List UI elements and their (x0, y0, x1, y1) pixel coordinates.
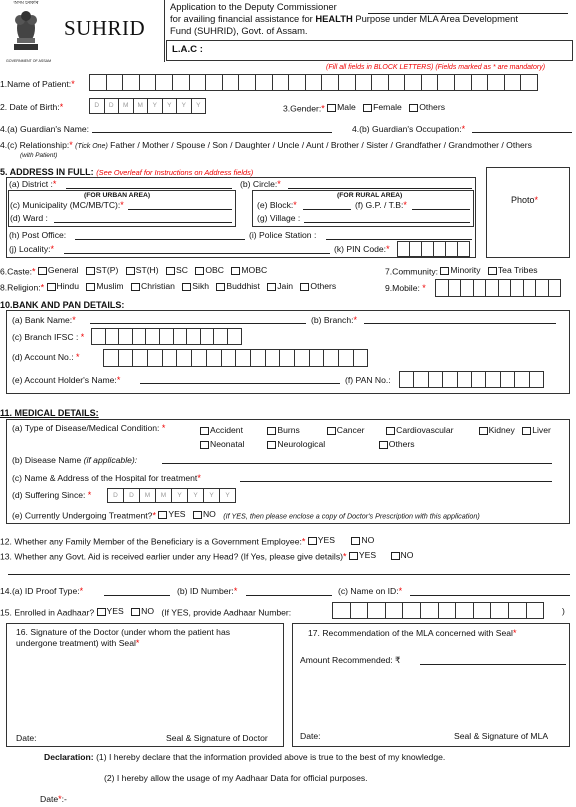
char-box[interactable]: D (123, 488, 140, 503)
aadhaar-number-field[interactable] (333, 602, 544, 619)
ward-label: (d) Ward : (10, 213, 48, 223)
disease-name-field[interactable] (162, 463, 552, 464)
emblem (6, 0, 52, 63)
char-box[interactable] (323, 349, 339, 367)
mobile-label: 9.Mobile: * (385, 283, 426, 293)
char-box[interactable] (118, 349, 134, 367)
char-box[interactable] (173, 328, 188, 345)
guardian-occupation-field[interactable] (472, 132, 572, 133)
char-box[interactable] (460, 279, 474, 297)
post-office-label: (h) Post Office: (9, 230, 67, 240)
ashoka-emblem-icon (6, 6, 46, 54)
char-box[interactable] (350, 602, 369, 619)
pin-field[interactable] (398, 241, 470, 257)
char-box[interactable] (321, 74, 339, 91)
caste-sc[interactable]: SC (166, 265, 188, 276)
community-minority[interactable]: Minority (440, 265, 480, 276)
pan-label: (f) PAN No.: (345, 375, 391, 385)
id-name-label: (c) Name on ID:* (338, 586, 403, 596)
char-box[interactable] (200, 328, 215, 345)
char-box[interactable] (205, 74, 223, 91)
char-box[interactable]: Y (147, 98, 163, 114)
disease-others[interactable]: Others (379, 439, 415, 450)
religion-christian[interactable]: Christian (131, 281, 175, 292)
guardian-occupation-label: 4.(b) Guardian's Occupation:* (352, 124, 466, 134)
municipality-label: (c) Municipality (MC/MB/TC):* (10, 200, 124, 210)
char-box[interactable] (535, 279, 549, 297)
char-box[interactable]: M (139, 488, 156, 503)
current-yes[interactable]: YES (158, 509, 185, 520)
govt-aid-details-field[interactable] (8, 574, 570, 575)
police-station-label: (i) Police Station : (249, 230, 317, 240)
char-box[interactable]: M (118, 98, 134, 114)
ifsc-field[interactable] (92, 328, 242, 345)
char-box[interactable] (523, 279, 537, 297)
emblem-caption-bottom: GOVERNMENT OF ASSAM (6, 59, 52, 63)
char-box[interactable] (176, 349, 192, 367)
char-box[interactable] (189, 74, 207, 91)
current-treatment-group: (e) Currently Undergoing Treatment?* YES NO (If YES, then please enclose a copy of Doctor's Prescription with this application) (12, 509, 480, 521)
scheme-title: SUHRID (64, 16, 146, 40)
char-box[interactable] (338, 74, 356, 91)
char-box[interactable] (272, 74, 290, 91)
char-box[interactable] (437, 74, 455, 91)
circle-field[interactable] (288, 188, 472, 189)
aadhaar-group: 15. Enrolled in Aadhaar? YES NO (If YES, provide Aadhaar Number: (0, 606, 292, 618)
caste-stp[interactable]: ST(P) (86, 265, 118, 276)
char-box[interactable]: Y (191, 98, 207, 114)
govt-aid-no[interactable]: NO (391, 550, 414, 561)
pin-label: (k) PIN Code:* (334, 244, 390, 254)
account-no-label: (d) Account No.: * (12, 352, 80, 362)
urban-heading: (FOR URBAN AREA) (84, 192, 151, 199)
char-box[interactable] (132, 349, 148, 367)
char-box[interactable] (147, 349, 163, 367)
lac-field[interactable]: L.A.C : (172, 44, 203, 55)
govt-employee-no[interactable]: NO (351, 535, 374, 546)
disease-type-label: (a) Type of Disease/Medical Condition: * (12, 423, 166, 433)
id-number-label: (b) ID Number:* (177, 586, 238, 596)
char-box[interactable] (520, 74, 538, 91)
religion-sikh[interactable]: Sikh (182, 281, 209, 292)
char-box[interactable] (288, 74, 306, 91)
char-box[interactable] (105, 328, 120, 345)
char-box[interactable] (404, 74, 422, 91)
char-box[interactable] (457, 241, 470, 257)
photo-label: Photo* (511, 195, 539, 205)
locality-field[interactable] (64, 253, 330, 254)
char-box[interactable] (399, 371, 414, 388)
post-office-field[interactable] (75, 239, 245, 240)
char-box[interactable]: D (104, 98, 120, 114)
char-box[interactable]: D (107, 488, 124, 503)
guardian-name-label: 4.(a) Guardian's Name: (0, 124, 90, 134)
char-box[interactable]: Y (203, 488, 220, 503)
address-title: 5. ADDRESS IN FULL: (See Overleaf for Instructions on Address fields) (0, 167, 254, 177)
char-box[interactable] (103, 349, 119, 367)
dob-field[interactable] (90, 98, 206, 114)
guardian-name-field[interactable] (92, 132, 332, 133)
char-box[interactable] (255, 74, 273, 91)
religion-muslim[interactable]: Muslim (86, 281, 123, 292)
block-label: (e) Block:* (257, 200, 297, 210)
char-box[interactable] (455, 602, 474, 619)
bank-name-field[interactable] (90, 323, 306, 324)
header-text (170, 1, 574, 37)
disease-liver[interactable]: Liver (522, 425, 551, 436)
circle-label: (b) Circle:* (240, 179, 281, 189)
district-field[interactable] (66, 188, 232, 189)
gender-male[interactable]: Male (327, 102, 356, 113)
disease-kidney[interactable]: Kidney (479, 425, 515, 436)
religion-group: 8.Religion:* Hindu Muslim Christian Sikh Buddhist Jain Others (0, 281, 337, 293)
char-box[interactable] (473, 279, 487, 297)
char-box[interactable] (235, 349, 251, 367)
gp-label: (f) G.P. / T.B:* (355, 200, 407, 210)
id-type-label: 14.(a) ID Proof Type:* (0, 586, 84, 596)
caste-sth[interactable]: ST(H) (126, 265, 159, 276)
char-box[interactable] (471, 371, 486, 388)
gender-others[interactable]: Others (409, 102, 445, 113)
char-box[interactable] (250, 349, 266, 367)
mla-seal: Seal & Signature of MLA (454, 731, 549, 741)
patient-name-field[interactable] (90, 74, 538, 91)
doctor-title: 16. Signature of the Doctor (under whom the patient has undergone treatment) with Seal* (16, 627, 231, 648)
current-no[interactable]: NO (193, 509, 216, 520)
aadhaar-yes[interactable]: YES (97, 606, 124, 617)
char-box[interactable] (508, 602, 527, 619)
village-label: (g) Village : (257, 213, 301, 223)
char-box[interactable] (435, 279, 449, 297)
char-box[interactable] (367, 602, 386, 619)
id-name-field[interactable] (410, 595, 570, 596)
block-letters-note: (Fill all fields in BLOCK LETTERS) (Fields marked as * are mandatory) (326, 64, 546, 71)
declaration-line1: Declaration: (1) I hereby declare that the information provided above is true to the best of my knowledge. (44, 752, 446, 762)
religion-hindu[interactable]: Hindu (47, 281, 79, 292)
char-box[interactable] (438, 602, 457, 619)
char-box[interactable]: M (133, 98, 149, 114)
char-box[interactable] (413, 371, 428, 388)
suffering-since-field[interactable] (108, 488, 236, 503)
char-box[interactable]: M (155, 488, 172, 503)
municipality-field[interactable] (128, 209, 232, 210)
char-box[interactable]: Y (219, 488, 236, 503)
char-box[interactable] (504, 74, 522, 91)
char-box[interactable] (485, 371, 500, 388)
disease-burns[interactable]: Burns (267, 425, 319, 436)
govt-aid-yes[interactable]: YES (349, 550, 376, 561)
gender-group: 3.Gender:* Male Female Others (283, 102, 445, 114)
police-station-field[interactable] (326, 239, 472, 240)
char-box[interactable] (529, 371, 544, 388)
char-box[interactable] (159, 328, 174, 345)
char-box[interactable] (420, 602, 439, 619)
rural-heading: (FOR RURAL AREA) (337, 192, 403, 199)
hospital-field[interactable] (240, 481, 552, 482)
religion-others[interactable]: Others (300, 281, 336, 292)
char-box[interactable] (371, 74, 389, 91)
govt-employee-yes[interactable]: YES (308, 535, 335, 546)
photo-box[interactable] (486, 167, 570, 258)
aadhaar-no[interactable]: NO (131, 606, 154, 617)
char-box[interactable] (514, 371, 529, 388)
id-number-field[interactable] (246, 595, 332, 596)
app-line2: for availing financial assistance for HEALTH Purpose under MLA Area Development (170, 13, 518, 24)
char-box[interactable] (448, 279, 462, 297)
char-box[interactable] (238, 74, 256, 91)
char-box[interactable] (222, 74, 240, 91)
char-box[interactable] (454, 74, 472, 91)
char-box[interactable] (206, 349, 222, 367)
community-tea-tribes[interactable]: Tea Tribes (488, 265, 538, 276)
caste-general[interactable]: General (38, 265, 79, 276)
char-box[interactable] (265, 349, 281, 367)
disease-cancer[interactable]: Cancer (327, 425, 379, 436)
ward-field[interactable] (54, 222, 232, 223)
bank-title: 10.BANK AND PAN DETAILS: (0, 300, 125, 310)
app-line3: Fund (SUHRID), Govt. of Assam. (170, 25, 308, 36)
char-box[interactable] (548, 279, 562, 297)
amount-label: Amount Recommended: ₹ (300, 655, 401, 665)
char-box[interactable] (186, 328, 201, 345)
char-box[interactable] (91, 328, 106, 345)
char-box[interactable]: Y (176, 98, 192, 114)
char-box[interactable] (294, 349, 310, 367)
relationship-label: 4.(c) Relationship:* (Tick One) Father / Mother / Spouse / Son / Daughter / Uncle / Aunt / Brother / Sister / Grandfather / Grandmother / Others (0, 140, 532, 150)
gender-female[interactable]: Female (363, 102, 402, 113)
dob-label: 2. Date of Birth:* (0, 102, 64, 112)
char-box[interactable] (385, 602, 404, 619)
id-type-field[interactable] (104, 595, 170, 596)
char-box[interactable] (145, 328, 160, 345)
char-box[interactable]: Y (187, 488, 204, 503)
disease-name-label: (b) Disease Name (if applicable): (12, 455, 138, 465)
doctor-date: Date: (16, 733, 37, 743)
holder-field[interactable] (140, 383, 340, 384)
char-box[interactable] (498, 279, 512, 297)
char-box[interactable] (227, 328, 242, 345)
char-box[interactable] (355, 74, 373, 91)
disease-neurological[interactable]: Neurological (267, 439, 371, 450)
religion-buddhist[interactable]: Buddhist (216, 281, 259, 292)
mobile-field[interactable] (436, 279, 561, 297)
pan-field[interactable] (400, 371, 544, 388)
declaration-line2: (2) I hereby allow the usage of my Aadhaar Data for official purposes. (104, 773, 368, 783)
char-box[interactable] (191, 349, 207, 367)
disease-cardiovascular[interactable]: Cardiovascular (386, 425, 471, 436)
char-box[interactable]: Y (162, 98, 178, 114)
char-box[interactable] (485, 279, 499, 297)
caste-obc[interactable]: OBC (195, 265, 224, 276)
char-box[interactable] (490, 602, 509, 619)
doctor-seal: Seal & Signature of Doctor (166, 733, 268, 743)
char-box[interactable] (471, 74, 489, 91)
district-label: (a) District :* (9, 179, 57, 189)
char-box[interactable] (309, 349, 325, 367)
char-box[interactable] (332, 602, 351, 619)
char-box[interactable] (162, 349, 178, 367)
char-box[interactable] (421, 74, 439, 91)
char-box[interactable] (132, 328, 147, 345)
ifsc-label: (c) Branch IFSC : * (12, 332, 85, 342)
char-box[interactable] (213, 328, 228, 345)
amount-field[interactable] (420, 664, 566, 665)
char-box[interactable] (155, 74, 173, 91)
char-box[interactable] (221, 349, 237, 367)
app-line1: Application to the Deputy Commissioner (170, 1, 337, 12)
block-field[interactable] (303, 209, 351, 210)
char-box[interactable] (510, 279, 524, 297)
char-box[interactable] (172, 74, 190, 91)
char-box[interactable] (338, 349, 354, 367)
gp-field[interactable] (412, 209, 470, 210)
mla-date: Date: (300, 731, 321, 741)
char-box[interactable] (305, 74, 323, 91)
religion-jain[interactable]: Jain (267, 281, 293, 292)
char-box[interactable] (500, 371, 515, 388)
char-box[interactable] (402, 602, 421, 619)
branch-field[interactable] (364, 323, 556, 324)
aadhaar-close: ) (562, 606, 565, 616)
char-box[interactable]: D (89, 98, 105, 114)
char-box[interactable] (388, 74, 406, 91)
emblem-caption-top: অসম চৰকাৰ (13, 0, 39, 6)
char-box[interactable] (442, 371, 457, 388)
community-group: 7.Community: Minority Tea Tribes (385, 265, 538, 277)
govt-employee-group: 12. Whether any Family Member of the Beneficiary is a Government Employee:* YES NO (0, 535, 375, 547)
char-box[interactable] (118, 328, 133, 345)
branch-label: (b) Branch:* (311, 315, 358, 325)
disease-types-row2 (200, 439, 420, 452)
declaration-date[interactable]: Date*:- (40, 794, 67, 804)
relationship-sub: (with Patient) (20, 152, 58, 159)
disease-neonatal[interactable]: Neonatal (200, 439, 260, 450)
hospital-label: (c) Name & Address of the Hospital for treatment* (12, 473, 201, 483)
char-box[interactable] (122, 74, 140, 91)
mla-title: 17. Recommendation of the MLA concerned with Seal* (308, 628, 517, 638)
village-field[interactable] (304, 222, 470, 223)
medical-title: 11. MEDICAL DETAILS: (0, 408, 99, 418)
disease-accident[interactable]: Accident (200, 425, 260, 436)
char-box[interactable] (89, 74, 107, 91)
locality-label: (j) Locality:* (9, 244, 55, 254)
char-box[interactable] (457, 371, 472, 388)
char-box[interactable] (526, 602, 545, 619)
bank-name-label: (a) Bank Name:* (12, 315, 76, 325)
char-box[interactable] (473, 602, 492, 619)
patient-name-label: 1.Name of Patient:* (0, 79, 75, 89)
caste-mobc[interactable]: MOBC (231, 265, 267, 276)
mla-signature-box[interactable] (292, 623, 570, 747)
disease-types-row1 (200, 425, 560, 438)
govt-aid-group: 13. Whether any Govt. Aid is received earlier under any Head? (If Yes, please give details)* YES NO (0, 550, 414, 562)
char-box[interactable] (353, 349, 369, 367)
char-box[interactable] (279, 349, 295, 367)
suffering-since-label: (d) Suffering Since: * (12, 490, 92, 500)
account-no-field[interactable] (104, 349, 368, 367)
char-box[interactable] (106, 74, 124, 91)
holder-label: (e) Account Holder's Name:* (12, 375, 121, 385)
caste-group: 6.Caste:* General ST(P) ST(H) SC OBC MOBC (0, 265, 268, 277)
char-box[interactable] (139, 74, 157, 91)
char-box[interactable] (428, 371, 443, 388)
char-box[interactable]: Y (171, 488, 188, 503)
char-box[interactable] (487, 74, 505, 91)
